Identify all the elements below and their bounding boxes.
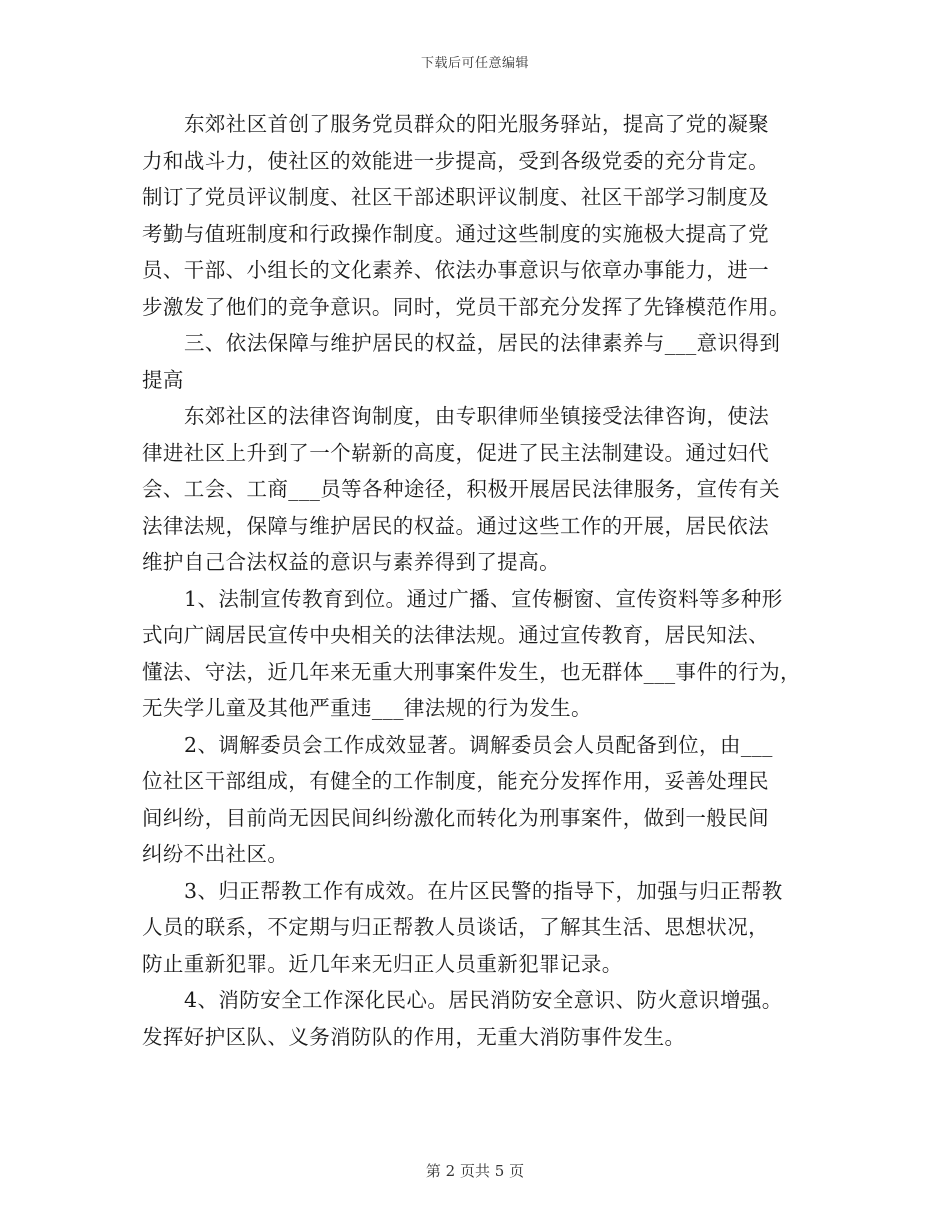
text-line: 无失学儿童及其他严重违___律法规的行为发生。 [142, 696, 592, 720]
text-line: 位社区干部组成，有健全的工作制度，能充分发挥作用，妥善处理民 [142, 769, 769, 793]
text-line: 律进社区上升到了一个崭新的高度，促进了民主法制建设。通过妇代 [142, 440, 769, 465]
text-line: 员、干部、小组长的文化素养、依法办事意识与依章办事能力，进一 [142, 258, 769, 282]
paragraph [142, 398, 812, 581]
paragraph [142, 581, 812, 727]
text-line: 式向广阔居民宣传中央相关的法律法规。通过宣传教育，居民知法、 [142, 623, 769, 647]
text-line: 法律法规，保障与维护居民的权益。通过这些工作的开展，居民依法 [142, 513, 769, 538]
section-heading [142, 325, 812, 398]
text-line: 防止重新犯罪。近几年来无归正人员重新犯罪记录。 [142, 951, 623, 976]
paragraph [142, 873, 812, 983]
text-line: 人员的联系，不定期与归正帮教人员谈话，了解其生活、思想状况， [142, 915, 769, 939]
text-line: 东郊社区的法律咨询制度，由专职律师坐镇接受法律咨询，使法 [184, 404, 770, 428]
text-line: 考勤与值班制度和行政操作制度。通过这些制度的实施极大提高了党 [142, 221, 769, 246]
page-footer: 第 2 页共 5 页 [425, 1162, 525, 1180]
text-line: 制订了党员评议制度、社区干部述职评议制度、社区干部学习制度及 [142, 185, 769, 209]
text-line: 维护自己合法权益的意识与素养得到了提高。 [142, 550, 560, 574]
text-line: 力和战斗力，使社区的效能进一步提高，受到各级党委的充分肯定。 [142, 148, 769, 173]
text-line: 会、工会、工商___员等各种途径，积极开展居民法律服务，宣传有关 [142, 477, 781, 501]
text-line: 发挥好护区队、义务消防队的作用，无重大消防事件发生。 [142, 1024, 686, 1049]
text-line: 提高 [142, 367, 184, 392]
paragraph [142, 727, 812, 873]
text-line: 三、依法保障与维护居民的权益，居民的法律素养与___意识得到 [184, 331, 781, 355]
text-line: 步激发了他们的竞争意识。同时，党员干部充分发挥了先锋模范作用。 [142, 294, 790, 319]
document-body [142, 106, 812, 1055]
text-line: 3、归正帮教工作有成效。在片区民警的指导下，加强与归正帮教 [184, 878, 783, 903]
text-line: 东郊社区首创了服务党员群众的阳光服务驿站，提高了党的凝聚 [184, 112, 770, 136]
text-line: 1、法制宣传教育到位。通过广播、宣传橱窗、宣传资料等多种形 [184, 586, 783, 611]
text-line: 4、消防安全工作深化民心。居民消防安全意识、防火意识增强。 [184, 988, 783, 1012]
text-line: 纠纷不出社区。 [142, 842, 289, 866]
text-line: 2、调解委员会工作成效显著。调解委员会人员配备到位，由___ [184, 732, 773, 757]
text-line: 懂法、守法，近几年来无重大刑事案件发生，也无群体___事件的行为， [142, 659, 801, 684]
paragraph [142, 982, 812, 1055]
paragraph [142, 106, 812, 325]
text-line: 间纠纷，目前尚无因民间纠纷激化而转化为刑事案件，做到一般民间 [142, 805, 769, 830]
page-header: 下载后可任意编辑 [420, 56, 529, 71]
